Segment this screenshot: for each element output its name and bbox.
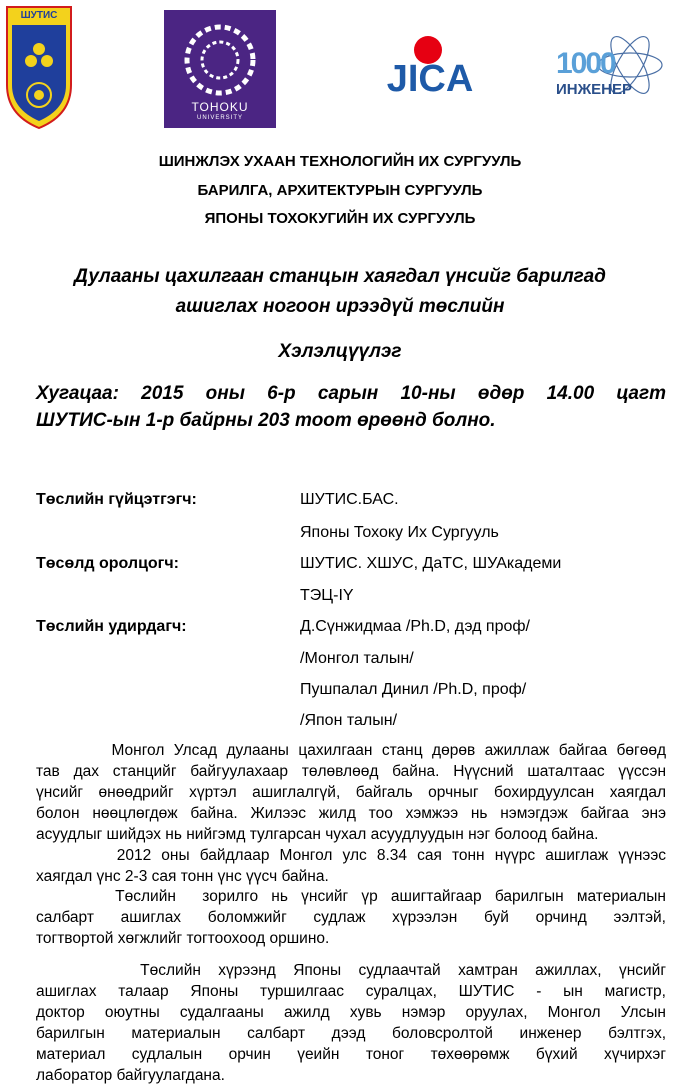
jica-logo [380,30,480,115]
paragraph-line: үнсийг өнөөдрийг хүртэл ашиглалгүй, байгаль орчныг бохирдуулсан хаягдал [36,784,666,801]
paragraph-statistics [36,845,666,887]
leader-value-2: /Монгол талын/ [300,650,414,667]
paragraph-line: хаягдал үнс 2-3 сая тонн үнс үүсч байна. [36,868,329,885]
project-title-line-1: Дулааны цахилгаан станцын хаягдал үнсийг барилгад [74,266,606,287]
paragraph-line: ашиглах талаар Японы туршилгаас суралцах, ШУТИС - ын магистр, [36,983,666,1000]
project-title-line-2: ашиглах ногоон ирээдүй төслийн [175,296,505,317]
paragraph-line: лаборатор байгуулагдана. [36,1067,225,1084]
participants-value-2: ТЭЦ-IY [300,587,354,604]
paragraph-line: салбарт ашиглах боломжийг судлаж хүрээлэн буй орчинд ээлтэй, [36,909,666,926]
leader-value-1: Д.Сүнжидмаа /Ph.D, дэд проф/ [300,618,530,635]
paragraph-goal [36,886,666,949]
shutis-shield-icon [5,5,73,130]
paragraph-line: тогтвортой хөгжлийг тогтоохоод оршино. [36,930,330,947]
paragraph-line: Төслийн зорилго нь үнсийг үр ашигтайгаар барилгын материалын [36,888,666,905]
paragraph-scope [36,960,666,1086]
paragraph-line: асуудлыг шийдэх нь нийгэмд тулгарсан чухал асуудлуудын нэг болоод байна. [36,826,599,843]
institution-line-3: ЯПОНЫ ТОХОКУГИЙН ИХ СУРГУУЛЬ [204,210,476,227]
leaders-label: Төслийн удирдагч: [36,618,187,635]
thousand-number: 1000 [556,47,615,80]
institution-line-2: БАРИЛГА, АРХИТЕКТУРЫН СУРГУУЛЬ [197,182,483,199]
leader-value-4: /Япон талын/ [300,712,398,729]
shutis-logo [5,5,73,130]
participants-value-1: ШУТИС. ХШУС, ДаТС, ШУАкадеми [300,555,562,572]
implementer-value-2: Японы Тохоку Их Сургууль [300,524,499,541]
thousand-text: ИНЖЕНЕР [556,81,633,98]
tohoku-name: TOHOKU [191,100,249,114]
leader-value-3: Пушпалал Динил /Ph.D, проф/ [300,681,527,698]
paragraph-line: тав дах станцийг байгуулахаар төлөвлөөд байна. Нүүсний шаталтаас үүссэн [36,763,666,780]
paragraph-line: Төслийн хүрээнд Японы судлаачтай хамтран ажиллах, үнсийг [36,962,666,979]
event-subtitle: Хэлэлцүүлэг [278,341,402,362]
implementer-value-1: ШУТИС.БАС. [300,491,399,508]
tohoku-sub: UNIVERSITY [196,115,243,121]
implementer-label: Төслийн гүйцэтгэгч: [36,491,197,508]
paragraph-line: 2012 оны байдлаар Монгол улс 8.34 сая тонн нүүрс ашиглаж үүнээс [36,847,666,864]
institution-line-1: ШИНЖЛЭХ УХААН ТЕХНОЛОГИЙН ИХ СУРГУУЛЬ [158,153,522,170]
event-time-line-1: Хугацаа: 2015 оны 6-р сарын 10-ны өдөр 14.00 цагт [36,383,666,404]
event-time-line-2: ШУТИС-ын 1-р байрны 203 тоот өрөөнд болно. [36,410,496,431]
paragraph-line: барилгын материалын салбарт дээд боловсролтой инженер бэлтгэх, [36,1025,666,1042]
jica-text: JICA [386,58,474,100]
paragraph-line: Монгол Улсад дулааны цахилгаан станц дөрөв ажиллаж байгаа бөгөөд [36,742,666,759]
paragraph-line: доктор оюутны судалгааны ажилд хувь нэмэр оруулах, Монгол Улсын [36,1004,666,1021]
tohoku-logo [164,10,276,128]
paragraph-intro [36,740,666,845]
paragraph-line: материал судлалын орчин үеийн тоног төхөөрөмж бүхий хүчирхэг [36,1046,666,1063]
paragraph-line: болон нөөцлөгдөж байна. Жилээс жилд тоо хэмжээ нь нэмэгдэж байгаа энэ [36,805,666,822]
shutis-logo-text: ШУТИС [20,10,58,21]
thousand-engineers-logo [548,25,674,117]
participants-label: Төсөлд оролцогч: [36,555,179,572]
